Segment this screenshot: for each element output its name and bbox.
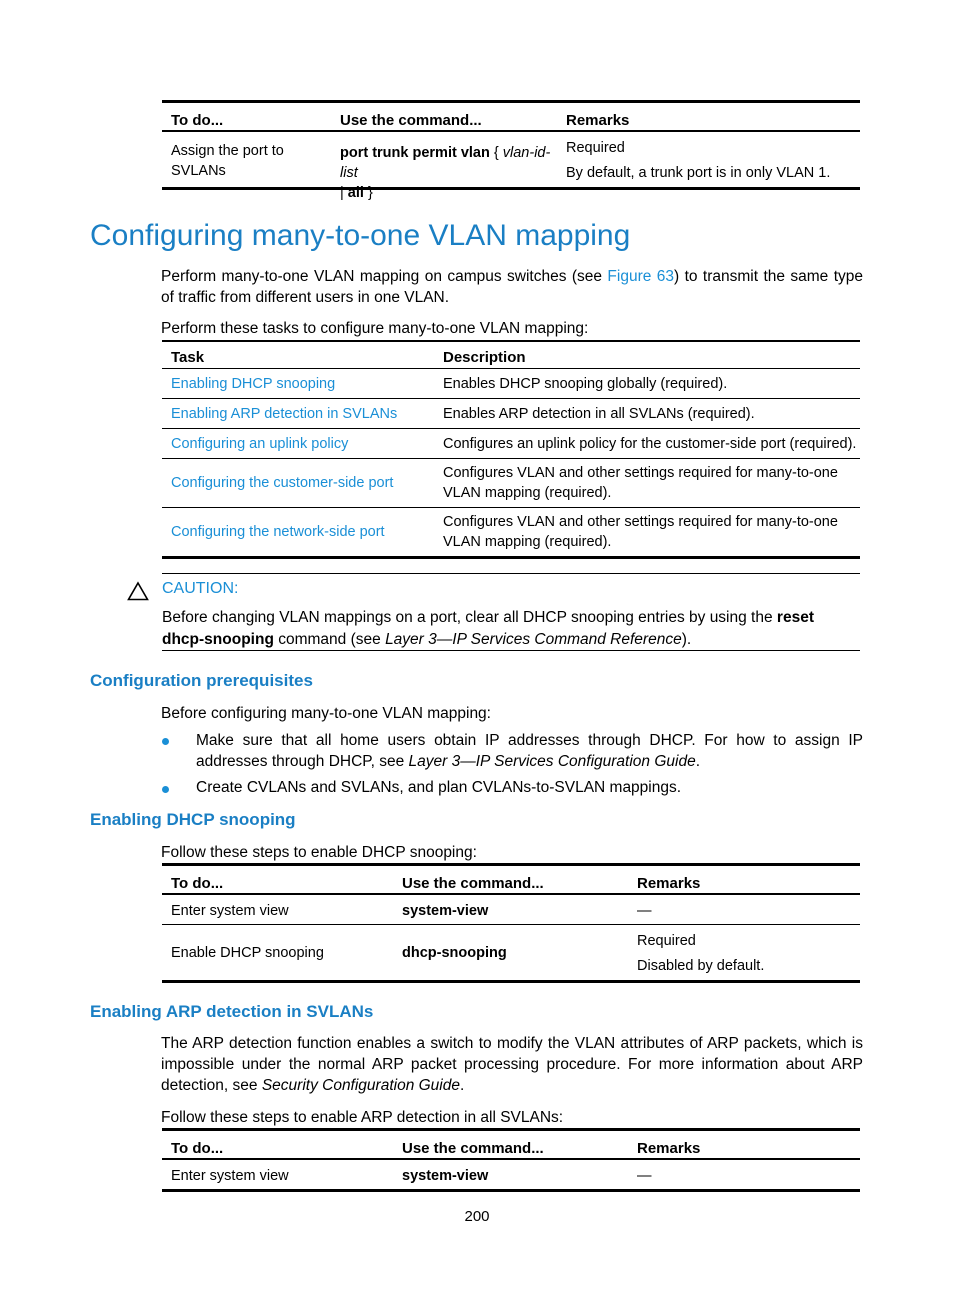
task-link-uplink-policy[interactable]: Configuring an uplink policy (171, 436, 349, 452)
caution-top-rule (162, 573, 860, 574)
task-desc: Configures an uplink policy for the customer-side port (required). (443, 436, 857, 452)
task-desc: Configures VLAN and other settings required for many-to-one (443, 465, 838, 481)
arp-paragraph (161, 1033, 863, 1096)
todo-cell-line1: Assign the port to (171, 143, 284, 159)
header-todo: To do... (171, 1140, 224, 1157)
prereq-intro: Before configuring many-to-one VLAN mapping: (161, 705, 491, 722)
caution-text-a: Before changing VLAN mappings on a port, clear all DHCP snooping entries by using the (162, 609, 777, 626)
caution-label: CAUTION: (162, 580, 239, 597)
task-link-customer-side-port[interactable]: Configuring the customer-side port (171, 475, 394, 491)
table-row (162, 1160, 860, 1192)
dhcp-command-table (162, 863, 860, 983)
arp-text-end: . (460, 1077, 465, 1094)
task-table (162, 340, 860, 559)
prereq-bullet-1 (196, 730, 863, 772)
table-header-row (162, 103, 860, 132)
caution-reference: Layer 3—IP Services Command Reference (385, 631, 682, 648)
header-remarks: Remarks (566, 112, 630, 129)
command-all: all (347, 185, 364, 201)
brace-close: } (363, 185, 373, 201)
task-link-arp-detection[interactable]: Enabling ARP detection in SVLANs (171, 406, 398, 422)
task-desc-cont: VLAN mapping (required). (443, 485, 612, 501)
command-arg: vlan-id-list (340, 145, 551, 181)
figure-link[interactable]: Figure 63 (607, 268, 675, 285)
dhcp-intro: Follow these steps to enable DHCP snooping: (161, 844, 477, 861)
caution-text-c: ). (681, 631, 692, 648)
brace-open: { (489, 145, 503, 161)
table-row (162, 508, 860, 559)
task-desc: Enables ARP detection in all SVLANs (required). (443, 406, 755, 422)
table-header-row (162, 866, 860, 895)
intro-paragraph (161, 266, 863, 308)
header-command: Use the command... (402, 1140, 544, 1157)
prereq-bullet-2: Create CVLANs and SVLANs, and plan CVLANs-to-SVLAN mappings. (196, 779, 682, 796)
arp-intro: Follow these steps to enable ARP detection in all SVLANs: (161, 1109, 564, 1126)
caution-cmd-reset: reset (776, 609, 814, 626)
arp-command-table (162, 1128, 860, 1192)
table-header-row (162, 342, 860, 369)
command-cell: system-view (402, 1168, 489, 1184)
command-keyword: port trunk permit vlan (340, 145, 490, 161)
task-link-dhcp-snooping[interactable]: Enabling DHCP snooping (171, 376, 336, 392)
table-row (162, 895, 860, 925)
header-command: Use the command... (402, 875, 544, 892)
task-desc-cont: VLAN mapping (required). (443, 534, 612, 550)
table-row (162, 459, 860, 508)
dhcp-heading: Enabling DHCP snooping (90, 810, 296, 829)
remark-line2: By default, a trunk port is in only VLAN 1. (566, 165, 831, 181)
arp-reference: Security Configuration Guide (261, 1077, 460, 1094)
pipe: | (340, 185, 348, 201)
caution-text (162, 607, 862, 651)
header-description: Description (443, 349, 526, 366)
todo-cell-line2: SVLANs (171, 163, 226, 179)
task-desc: Enables DHCP snooping globally (required). (443, 376, 728, 392)
remark-line1: Required (566, 140, 625, 156)
header-todo: To do... (171, 875, 224, 892)
prereq-heading: Configuration prerequisites (90, 671, 313, 690)
bullet-dot (162, 786, 169, 793)
caution-text-b: command (see (273, 631, 386, 648)
bullet-text-end: . (695, 753, 701, 770)
todo-cell: Enable DHCP snooping (171, 945, 324, 961)
tasks-intro: Perform these tasks to configure many-to-one VLAN mapping: (161, 320, 589, 337)
remark-line2: Disabled by default. (637, 958, 765, 974)
intro-text: Perform many-to-one VLAN mapping on campus switches (see (161, 268, 608, 285)
header-task: Task (171, 349, 205, 366)
command-cell: dhcp-snooping (402, 945, 507, 961)
todo-cell: Enter system view (171, 903, 289, 919)
header-command: Use the command... (340, 112, 482, 129)
bullet-reference: Layer 3—IP Services Configuration Guide (408, 753, 696, 770)
remark-cell: — (637, 903, 652, 919)
bullet-dot (162, 738, 169, 745)
arp-text: The ARP detection function enables a switch to modify the VLAN attributes of ARP packets, which is impossible under the normal ARP packet processing procedure. For more information about ARP detection, see (161, 1035, 863, 1094)
header-remarks: Remarks (637, 875, 701, 892)
caution-cmd-dhcp-snooping: dhcp-snooping (162, 631, 274, 648)
table-row (162, 132, 860, 201)
task-desc: Configures VLAN and other settings required for many-to-one (443, 514, 838, 530)
page-number: 200 (464, 1208, 490, 1225)
table-header-row (162, 1131, 860, 1160)
table-row (162, 925, 860, 983)
command-cell (340, 143, 560, 203)
intro-text-cont: ) to transmit the same type of traffic from different users in one VLAN. (161, 268, 863, 306)
bullet-text: Make sure that all home users obtain IP addresses through DHCP. For how to assign IP addresses through DHCP, see (196, 732, 863, 770)
caution-bottom-rule (162, 650, 860, 651)
warning-icon (127, 581, 149, 601)
top-command-table (162, 100, 860, 201)
header-todo: To do... (171, 112, 224, 129)
table-row (162, 429, 860, 459)
table-row (162, 399, 860, 429)
arp-heading: Enabling ARP detection in SVLANs (90, 1002, 374, 1021)
task-link-network-side-port[interactable]: Configuring the network-side port (171, 524, 385, 540)
command-cell: system-view (402, 903, 489, 919)
table-row (162, 369, 860, 399)
header-remarks: Remarks (637, 1140, 701, 1157)
todo-cell: Enter system view (171, 1168, 289, 1184)
remark-cell: — (637, 1168, 652, 1184)
section-title: Configuring many-to-one VLAN mapping (90, 219, 631, 252)
remark-line1: Required (637, 933, 696, 949)
